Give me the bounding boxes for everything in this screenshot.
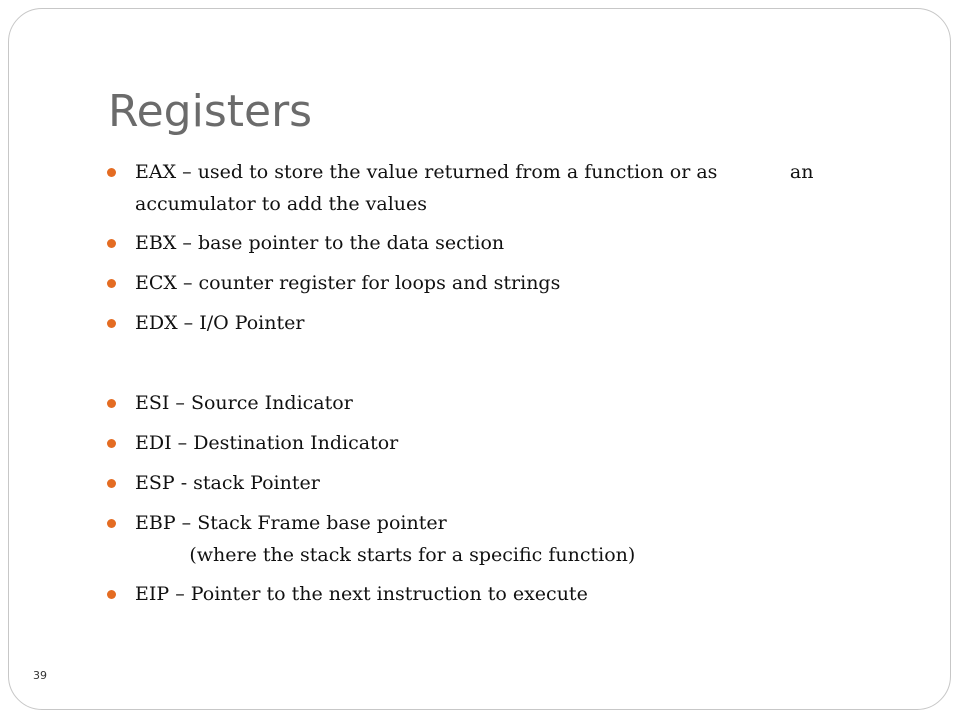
list-item-esi: ESI – Source Indicator [135, 392, 353, 414]
bullet-marker [107, 279, 116, 288]
slide-title: Registers [108, 86, 313, 137]
bullet-marker [107, 519, 116, 528]
list-item-edx: EDX – I/O Pointer [135, 312, 305, 334]
bullet-marker [107, 319, 116, 328]
page-number: 39 [33, 669, 47, 682]
bullet-marker [107, 479, 116, 488]
list-item-edi: EDI – Destination Indicator [135, 432, 399, 454]
list-item-ebx: EBX – base pointer to the data section [135, 232, 505, 254]
list-item-eip: EIP – Pointer to the next instruction to execute [135, 583, 588, 605]
bullet-marker [107, 399, 116, 408]
list-item-ecx: ECX – counter register for loops and strings [135, 272, 561, 294]
bullet-marker [107, 590, 116, 599]
bullet-marker [107, 439, 116, 448]
bullet-marker [107, 239, 116, 248]
bullet-marker [107, 168, 116, 177]
list-item-ebp-line2: (where the stack starts for a specific function) [135, 544, 636, 566]
list-item-ebp-line1: EBP – Stack Frame base pointer [135, 512, 447, 534]
list-item-esp: ESP - stack Pointer [135, 472, 320, 494]
list-item-eax-line1: EAX – used to store the value returned from a function or as an [135, 161, 814, 183]
list-item-eax-line2: accumulator to add the values [135, 193, 428, 215]
